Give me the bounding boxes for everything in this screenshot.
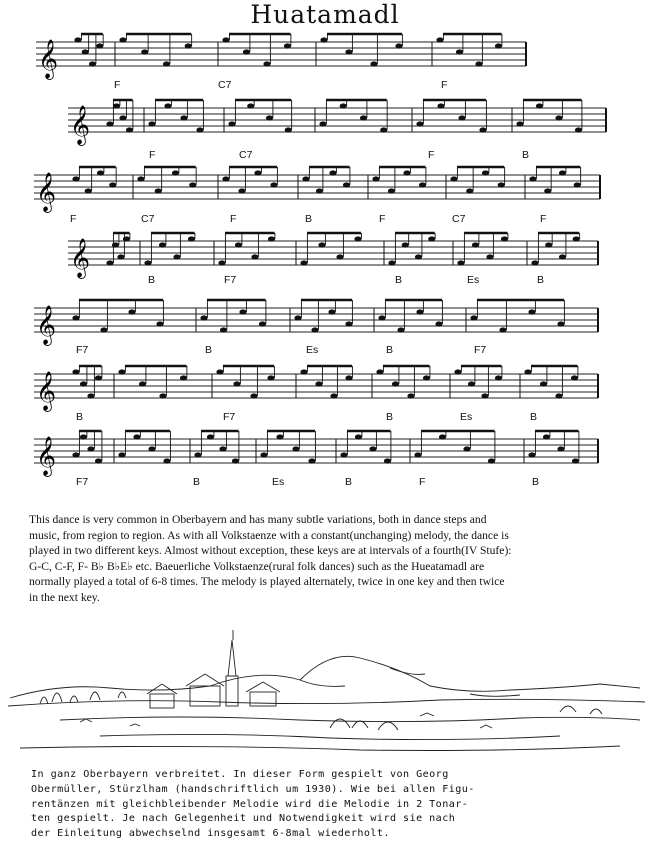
note-head [416, 309, 423, 314]
note-head [370, 61, 377, 66]
note-head [320, 37, 327, 42]
chord-label: B [522, 149, 530, 161]
note-head [336, 254, 343, 259]
note-head [133, 434, 140, 439]
chord-label: F [70, 213, 77, 225]
note-head [392, 381, 399, 386]
note-head [141, 49, 148, 54]
note-head [397, 327, 404, 332]
note-head [372, 176, 379, 181]
note-head [300, 369, 307, 374]
note-head [456, 49, 463, 54]
chord-label: F7 [224, 274, 237, 286]
note-head [466, 188, 473, 193]
chord-label: B [193, 476, 201, 488]
note-head [189, 182, 196, 187]
chord-label: B [530, 411, 538, 423]
note-head [159, 242, 166, 247]
note-head [247, 103, 254, 108]
note-head [139, 381, 146, 386]
note-head [173, 254, 180, 259]
note-head [294, 315, 301, 320]
chord-label: F [428, 149, 435, 161]
note-head [72, 452, 79, 457]
note-head [388, 188, 395, 193]
chord-label: F [379, 213, 386, 225]
note-head [318, 242, 325, 247]
note-head [311, 327, 318, 332]
note-head [482, 170, 489, 175]
note-head [343, 182, 350, 187]
note-head [220, 327, 227, 332]
note-head [196, 127, 203, 132]
note-head [495, 375, 502, 380]
note-head [486, 254, 493, 259]
note-head [106, 260, 113, 265]
treble-clef-icon: 𝄞 [36, 172, 57, 212]
german-line: der Einleitung abwechselnd insgesamt 6-8mal wiederholt. [31, 828, 390, 840]
note-head [144, 260, 151, 265]
note-head [96, 43, 103, 48]
note-head [435, 321, 442, 326]
note-head [501, 236, 508, 241]
note-head [423, 375, 430, 380]
chord-label: B [395, 274, 403, 286]
song-title: Huatamadl [250, 0, 400, 29]
note-head [74, 37, 81, 42]
note-head [118, 452, 125, 457]
chord-label: F [230, 213, 237, 225]
note-head [85, 188, 92, 193]
note-head [536, 103, 543, 108]
note-head [450, 176, 457, 181]
note-head [457, 260, 464, 265]
note-head [80, 381, 87, 386]
chord-label: B [305, 213, 313, 225]
note-head [239, 309, 246, 314]
chord-label: Es [306, 344, 319, 356]
note-head [481, 393, 488, 398]
note-head [250, 393, 257, 398]
note-head [148, 121, 155, 126]
note-head [267, 375, 274, 380]
note-head [428, 236, 435, 241]
note-head [235, 242, 242, 247]
note-head [463, 446, 470, 451]
note-head [380, 127, 387, 132]
note-head [415, 254, 422, 259]
note-head [319, 121, 326, 126]
note-head [355, 434, 362, 439]
note-head [82, 49, 89, 54]
note-head [416, 121, 423, 126]
note-head [228, 121, 235, 126]
treble-clef-icon: 𝄞 [70, 238, 91, 278]
note-head [529, 176, 536, 181]
note-head [308, 458, 315, 463]
note-head [137, 176, 144, 181]
note-head [531, 260, 538, 265]
note-head [498, 182, 505, 187]
chord-label: C7 [141, 213, 155, 225]
chord-label: F7 [474, 344, 487, 356]
staff-system-7 [0, 425, 650, 505]
note-head [243, 49, 250, 54]
note-head [72, 315, 79, 320]
treble-clef-icon: 𝄞 [70, 105, 91, 145]
note-head [384, 458, 391, 463]
note-head [479, 127, 486, 132]
note-head [87, 446, 94, 451]
treble-clef-icon: 𝄞 [38, 39, 59, 79]
chord-label: B [76, 411, 84, 423]
note-head [559, 254, 566, 259]
treble-clef-icon: 𝄞 [36, 305, 57, 345]
note-head [285, 127, 292, 132]
note-head [345, 375, 352, 380]
german-description [31, 768, 591, 842]
chord-label: B [205, 344, 213, 356]
note-head [574, 182, 581, 187]
note-head [414, 452, 421, 457]
note-head [263, 61, 270, 66]
german-line: rentänzen mit gleichbleibender Melodie wird die Melodie in 2 Tonar- [31, 798, 469, 810]
german-line: Obermüller, Stürzlham (handschriftlich um 1930). Wie bei allen Figu- [31, 783, 475, 795]
note-head [266, 115, 273, 120]
note-head [268, 236, 275, 241]
note-head [259, 321, 266, 326]
note-head [180, 375, 187, 380]
note-head [87, 393, 94, 398]
note-head [376, 369, 383, 374]
note-head [528, 452, 535, 457]
note-head [354, 236, 361, 241]
note-head [106, 121, 113, 126]
note-head [148, 446, 155, 451]
note-head [316, 188, 323, 193]
note-head [378, 315, 385, 320]
chord-label: B [386, 411, 394, 423]
chord-label: B [386, 344, 394, 356]
note-head [219, 446, 226, 451]
note-head [113, 103, 120, 108]
note-head [128, 309, 135, 314]
chord-label: B [532, 476, 540, 488]
note-head [571, 375, 578, 380]
note-head [402, 242, 409, 247]
note-head [100, 327, 107, 332]
note-head [575, 127, 582, 132]
note-head [72, 369, 79, 374]
note-head [118, 369, 125, 374]
note-head [109, 182, 116, 187]
note-head [495, 43, 502, 48]
note-head [388, 260, 395, 265]
note-head [172, 170, 179, 175]
note-head [270, 182, 277, 187]
note-head [572, 458, 579, 463]
note-head [126, 127, 133, 132]
note-head [156, 321, 163, 326]
chord-label: F7 [76, 476, 89, 488]
note-head [555, 115, 562, 120]
note-head [80, 434, 87, 439]
note-head [573, 236, 580, 241]
chord-label: F [114, 79, 121, 91]
note-head [559, 170, 566, 175]
german-line: In ganz Oberbayern verbreitet. In dieser Form gespielt von Georg [31, 769, 449, 780]
chord-label: F [419, 476, 426, 488]
note-head [276, 434, 283, 439]
chord-label: C7 [218, 79, 232, 91]
note-head [119, 115, 126, 120]
chord-label: B [537, 274, 545, 286]
note-head [233, 381, 240, 386]
note-head [439, 434, 446, 439]
note-head [403, 170, 410, 175]
chord-label: F [149, 149, 156, 161]
note-head [340, 103, 347, 108]
note-head [545, 242, 552, 247]
note-head [72, 176, 79, 181]
note-head [340, 452, 347, 457]
note-head [540, 381, 547, 386]
village-landscape-illustration [0, 628, 650, 760]
note-head [454, 369, 461, 374]
note-head [524, 369, 531, 374]
note-head [216, 369, 223, 374]
english-description [29, 512, 515, 606]
chord-label: B [345, 476, 353, 488]
note-head [97, 170, 104, 175]
note-head [232, 458, 239, 463]
note-head [89, 61, 96, 66]
note-head [395, 43, 402, 48]
treble-clef-icon: 𝄞 [36, 436, 57, 476]
note-head [437, 103, 444, 108]
note-head [188, 236, 195, 241]
note-head [557, 321, 564, 326]
note-head [528, 309, 535, 314]
treble-clef-icon: 𝄞 [36, 371, 57, 411]
note-head [180, 115, 187, 120]
note-head [543, 434, 550, 439]
chord-label: F [441, 79, 448, 91]
note-head [112, 242, 119, 247]
note-head [163, 61, 170, 66]
note-head [164, 103, 171, 108]
note-head [119, 37, 126, 42]
chord-label: C7 [239, 149, 253, 161]
note-head [251, 254, 258, 259]
note-head [330, 393, 337, 398]
note-head [555, 393, 562, 398]
note-head [345, 321, 352, 326]
note-head [458, 115, 465, 120]
note-head [222, 37, 229, 42]
chord-label: B [148, 274, 156, 286]
note-head [470, 315, 477, 320]
note-head [123, 236, 130, 241]
note-head [369, 446, 376, 451]
note-head [292, 446, 299, 451]
chord-label: C7 [452, 213, 466, 225]
chord-label: Es [467, 274, 480, 286]
note-head [284, 43, 291, 48]
note-head [302, 176, 309, 181]
note-head [218, 260, 225, 265]
note-head [468, 381, 475, 386]
note-head [254, 170, 261, 175]
note-head [488, 458, 495, 463]
note-head [159, 393, 166, 398]
note-head [194, 452, 201, 457]
note-head [475, 61, 482, 66]
note-head [300, 260, 307, 265]
note-head [329, 170, 336, 175]
german-line: ten gespielt. Je nach Gelegenheit und Notwendigkeit wird sie nach [31, 813, 456, 825]
note-head [207, 434, 214, 439]
chord-label: F [540, 213, 547, 225]
chord-label: F7 [223, 411, 236, 423]
chord-label: F7 [76, 344, 89, 356]
note-head [95, 458, 102, 463]
note-head [544, 188, 551, 193]
note-head [163, 458, 170, 463]
note-head [328, 309, 335, 314]
note-head [436, 37, 443, 42]
chord-label: Es [460, 411, 473, 423]
note-head [472, 242, 479, 247]
note-head [407, 393, 414, 398]
note-head [499, 327, 506, 332]
note-head [557, 446, 564, 451]
note-head [315, 381, 322, 386]
note-head [155, 188, 162, 193]
note-head [200, 315, 207, 320]
note-head [345, 49, 352, 54]
chord-label: Es [272, 476, 285, 488]
note-head [222, 176, 229, 181]
note-head [516, 121, 523, 126]
note-head [360, 115, 367, 120]
note-head [185, 43, 192, 48]
note-head [238, 188, 245, 193]
note-head [260, 452, 267, 457]
note-head [419, 182, 426, 187]
note-head [117, 254, 124, 259]
english-paragraph: This dance is very common in Oberbayern and has many subtle variations, both in dance steps and music, from region to region. As with all Volkstaenze with a constant(unchanging) melody, the dance is played in two different keys. Almost without exception, these keys are at intervals of a fourth(IV Stufe): G-C, C-F, F- B♭ B♭E♭ etc. Baeuerliche Volkstaenze(rural folk dances) such as the Hueatamadl are normally played a total of 6-8 times. The melody is played alternately, twice in one key and then twice in the next key. [29, 513, 512, 604]
note-head [95, 375, 102, 380]
